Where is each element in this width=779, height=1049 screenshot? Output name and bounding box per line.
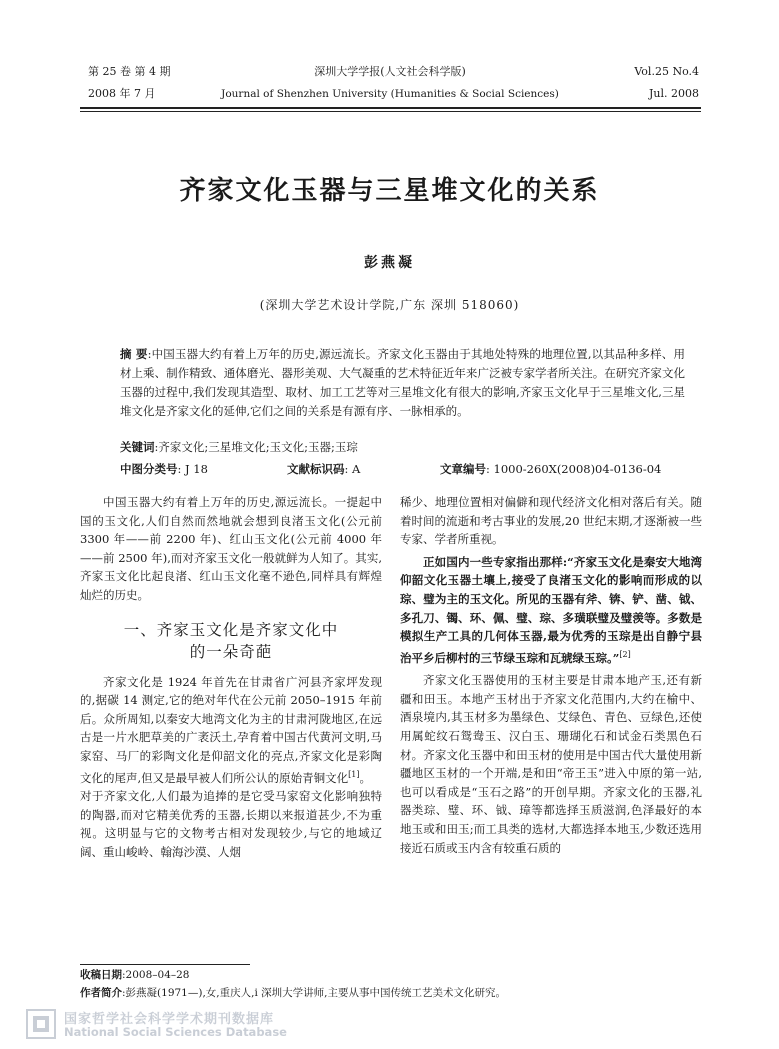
right-column bbox=[400, 493, 702, 857]
doc-value: : A bbox=[344, 462, 361, 476]
author-bio-value: :彭燕凝(1971—),女,重庆人,i 深圳大学讲师,主要从事中国传统工艺美术文化研究。 bbox=[122, 987, 506, 999]
left-column bbox=[80, 493, 382, 861]
article-label: 文章编号 bbox=[440, 462, 486, 476]
article-number bbox=[440, 460, 661, 479]
article-author: 彭燕凝 bbox=[364, 255, 415, 271]
header-journal-cn: 深圳大学学报(人文社会科学版) bbox=[314, 65, 466, 78]
citation: [2] bbox=[619, 649, 631, 659]
clc-value: : J 18 bbox=[177, 462, 208, 476]
footnote-rule bbox=[80, 964, 250, 965]
paragraph: 对于齐家文化,人们最为追捧的是它受马家窑文化影响独特的陶器,而对它精美优秀的玉器,长期以来报道甚少,不为重视。这明显与它的文物考古相对发现较少,与它的地域辽阔、重山峻岭、翰海沙漠、人烟 bbox=[80, 788, 382, 859]
doc-code bbox=[287, 460, 360, 479]
header-vol-en: Vol.25 No.4 bbox=[634, 65, 699, 78]
abstract-text: :中国玉器大约有着上万年的历史,源远流长。齐家文化玉器由于其地处特殊的地理位置,以其品种多样、用材上乘、制作精致、通体磨光、器形美观、大气凝重的艺术特征近年来广泛被专家学者所关注。在研究齐家文化玉器的过程中,我们发现其造型、取材、加工工艺等对三星堆文化有很大的影响,齐家玉文化早于三星堆文化,三星堆文化是齐家文化的延伸,它们之间的关系是有源有序、一脉相承的。 bbox=[120, 347, 685, 418]
abstract bbox=[120, 345, 685, 421]
database-logo-icon bbox=[26, 1009, 56, 1039]
received-label: 收稿日期 bbox=[80, 969, 122, 981]
database-watermark bbox=[26, 1006, 779, 1042]
paragraph: 齐家文化玉器使用的玉材主要是甘肃本地产玉,还有新疆和田玉。本地产玉材出于齐家文化范围内,大约在榆中、酒泉境内,其玉材多为墨绿色、艾绿色、青色、豆绿色,还使用属蛇纹石鸳鸯玉、汉白玉、珊瑚化石和试金石类黑色石材。齐家文化玉器中和田玉材的使用是中国古代大量使用新疆地区玉材的一个开端,是和田“帝王玉”进入中原的第一站,也可以看成是“玉石之路”的开创早期。齐家文化的玉器,礼器类琮、璧、环、钺、璋等都选择玉质滋润,色泽最好的本地玉或和田玉;而工具类的选材,大都选择本地玉,少数还选用接近石质或玉内含有较重石质的 bbox=[400, 673, 702, 855]
clc-number bbox=[120, 460, 208, 479]
article-title: 齐家文化玉器与三星堆文化的关系 bbox=[179, 176, 600, 206]
citation: [1] bbox=[348, 769, 360, 779]
received-value: :2008–04–28 bbox=[122, 969, 190, 981]
paragraph: 中国玉器大约有着上万年的历史,源远流长。一提起中国的玉文化,人们自然而然地就会想到良渚玉文化(公元前 3300 年——前 2200 年)、红山玉文化(公元前 4000 年——前 2500 年),而对齐家玉文化一般就鲜为人知了。其实,齐家玉文化比起良渚、红山玉文化毫不逊色,同样具有辉煌灿烂的历史。 bbox=[80, 495, 382, 602]
section-heading-line2: 的一朵奇葩 bbox=[189, 642, 273, 661]
section-heading bbox=[80, 619, 382, 663]
doc-label: 文献标识码 bbox=[287, 462, 345, 476]
author-affiliation: (深圳大学艺术设计学院,广东 深圳 518060) bbox=[259, 298, 520, 312]
footnote-author bbox=[80, 985, 506, 1002]
header-journal-en: Journal of Shenzhen University (Humanities & Social Sciences) bbox=[221, 88, 559, 100]
paragraph bbox=[80, 673, 382, 787]
watermark-cn: 国家哲学社会科学学术期刊数据库 bbox=[64, 1012, 275, 1027]
paragraph-end: 。 bbox=[359, 770, 371, 785]
author-bio-label: 作者简介 bbox=[80, 987, 122, 999]
header-rule-thin bbox=[80, 111, 701, 112]
header-date-en: Jul. 2008 bbox=[649, 87, 699, 100]
keywords-label: 关键词 bbox=[120, 440, 155, 454]
watermark-en: National Social Sciences Database bbox=[64, 1025, 287, 1039]
header-date: 2008 年 7 月 bbox=[88, 87, 156, 100]
paragraph: 稀少、地理位置相对偏僻和现代经济文化相对落后有关。随着时间的流逝和考古事业的发展,20 世纪末期,才逐渐被一些专家、学者所重视。 bbox=[400, 495, 702, 547]
header-volume: 第 25 卷 第 4 期 bbox=[88, 65, 171, 78]
clc-label: 中图分类号 bbox=[120, 462, 178, 476]
keywords-text: :齐家文化;三星堆文化;玉文化;玉器;玉琮 bbox=[154, 440, 358, 454]
abstract-label: 摘 要 bbox=[120, 347, 148, 361]
header-rule-thick bbox=[80, 107, 701, 109]
article-value: : 1000-260X(2008)04-0136-04 bbox=[486, 462, 662, 476]
keywords bbox=[120, 438, 685, 457]
footnote-received bbox=[80, 967, 189, 984]
section-heading-line1: 一、齐家玉文化是齐家文化中 bbox=[123, 620, 339, 639]
paragraph bbox=[400, 553, 702, 667]
paragraph-text: 齐家文化是 1924 年首先在甘肃省广河县齐家坪发现的,据碳 14 测定,它的绝对年代在公元前 2050–1915 年前后。众所周知,以秦安大地湾文化为主的甘肃河陇地区,在远古是一片水肥草美的广袤沃土,孕育着中国古代黄河文明,马家窑、马厂的彩陶文化是仰韶文化的亮点,齐家文化是彩陶文化的尾声,但又是最早被人们所公认的原始青铜文化 bbox=[80, 674, 382, 785]
paragraph-text: 正如国内一些专家指出那样:“齐家玉文化是秦安大地湾仰韶文化玉器土壤上,接受了良渚玉文化的影响而形成的以琮、璧为主的玉文化。所见的玉器有斧、锛、铲、凿、钺、多孔刀、镯、环、佩、璧、琮、多璜联璧及璧羡等。多数是模拟生产工具的几何体玉器,最为优秀的玉琮是出自静宁县治平乡后柳村的三节绿玉琮和瓦琥绿玉琮。” bbox=[400, 554, 702, 665]
